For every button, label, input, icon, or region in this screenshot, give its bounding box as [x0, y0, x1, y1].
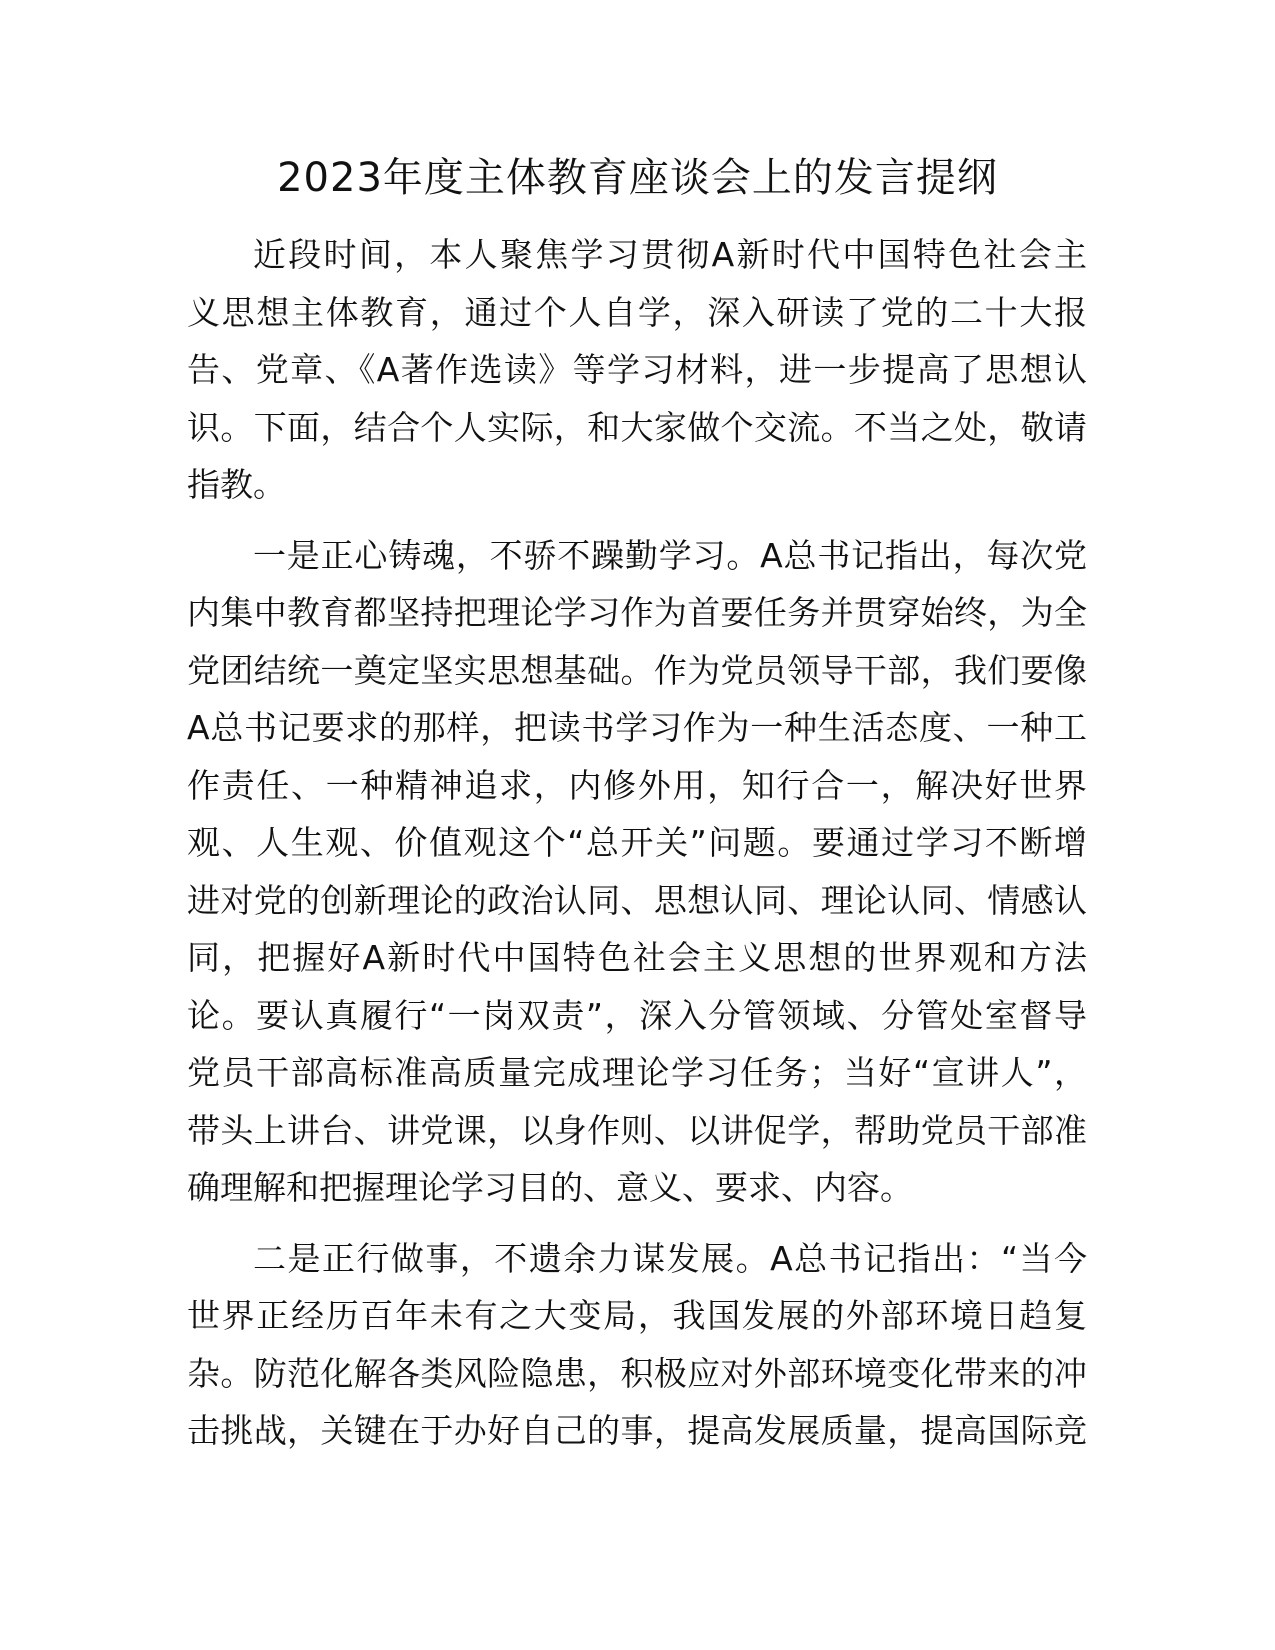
text-line: A总书记要求的那样，把读书学习作为一种生活态度、一种工	[187, 708, 1087, 747]
text-line: 击挑战，关键在于办好自己的事，提高发展质量，提高国际竞	[187, 1411, 1087, 1450]
paragraph-intro	[187, 226, 1087, 514]
text-line: 党团结统一奠定坚实思想基础。作为党员领导干部，我们要像	[187, 650, 1087, 690]
text-line: 近段时间，本人聚焦学习贯彻A新时代中国特色社会主	[253, 235, 1087, 274]
text-line: 识。下面，结合个人实际，和大家做个交流。不当之处，敬请	[187, 407, 1087, 447]
text-line: 带头上讲台、讲党课，以身作则、以讲促学，帮助党员干部准	[187, 1110, 1087, 1150]
text-line: 确理解和把握理论学习目的、意义、要求、内容。	[187, 1168, 913, 1207]
text-line: 世界正经历百年未有之大变局，我国发展的外部环境日趋复	[187, 1296, 1087, 1335]
text-line: 杂。防范化解各类风险隐患，积极应对外部环境变化带来的冲	[187, 1353, 1087, 1393]
text-line: 进对党的创新理论的政治认同、思想认同、理论认同、情感认	[187, 880, 1087, 920]
text-line: 告、党章、《A著作选读》等学习材料，进一步提高了思想认	[187, 350, 1087, 389]
paragraph-point-two	[187, 1230, 1087, 1460]
text-line: 一是正心铸魂，不骄不躁勤学习。A总书记指出，每次党	[253, 535, 1087, 575]
text-line: 义思想主体教育，通过个人自学，深入研读了党的二十大报	[187, 292, 1087, 332]
text-line: 论。要认真履行“一岗双责”，深入分管领域、分管处室督导	[187, 995, 1087, 1035]
document-title: 2023年度主体教育座谈会上的发言提纲	[277, 155, 998, 201]
text-line: 二是正行做事，不遗余力谋发展。A总书记指出：“当今	[253, 1238, 1087, 1278]
document-body	[187, 226, 1087, 1473]
text-line: 同，把握好A新时代中国特色社会主义思想的世界观和方法	[187, 938, 1087, 977]
text-line: 观、人生观、价值观这个“总开关”问题。要通过学习不断增	[187, 823, 1087, 862]
text-line: 作责任、一种精神追求，内修外用，知行合一，解决好世界	[187, 765, 1087, 805]
paragraph-point-one	[187, 527, 1087, 1217]
text-line: 党员干部高标准高质量完成理论学习任务；当好“宣讲人”，	[187, 1053, 1087, 1092]
text-line: 指教。	[187, 465, 286, 504]
text-line: 内集中教育都坚持把理论学习作为首要任务并贯穿始终，为全	[187, 593, 1087, 632]
